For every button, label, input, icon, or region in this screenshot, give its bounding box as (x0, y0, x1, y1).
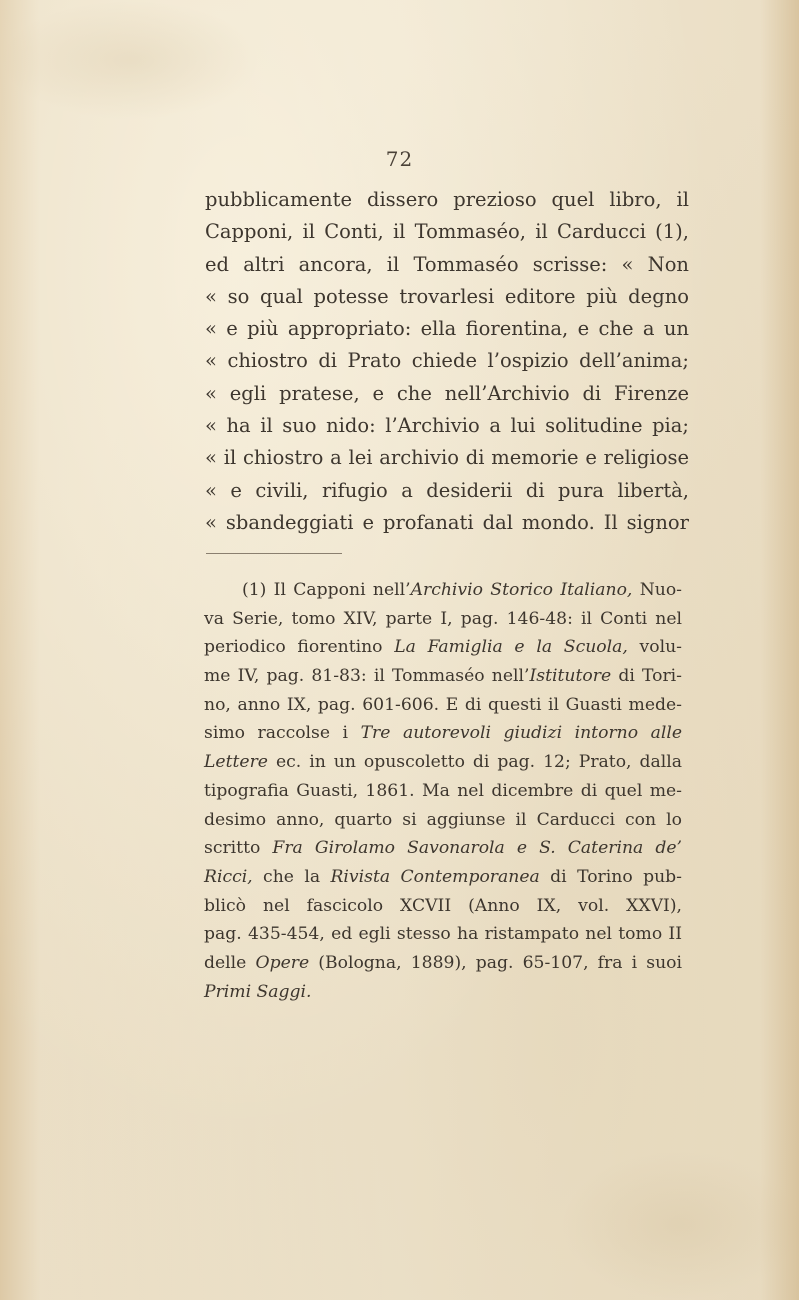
footnote-line: no, anno IX, pag. 601-606. E di questi il Guasti mede- (204, 694, 682, 715)
footnote (204, 576, 682, 1006)
text-line: « egli pratese, e che nell’Archivio di Firenze (205, 381, 689, 405)
footnote-line: va Serie, tomo XIV, parte I, pag. 146-48: il Conti nel (204, 608, 682, 629)
footnote-line: scritto Fra Girolamo Savonarola e S. Caterina de’ (204, 838, 682, 859)
footnote-separator (206, 553, 342, 554)
text-line: « sbandeggiati e profanati dal mondo. Il signor (205, 510, 689, 534)
footnote-line: me IV, pag. 81-83: il Tommaséo nell’Istitutore di Tori- (204, 666, 682, 687)
footnote-line: Lettere ec. in un opuscoletto di pag. 12; Prato, dalla (204, 752, 682, 773)
footnote-line: (1) Il Capponi nell’Archivio Storico Italiano, Nuo- (242, 580, 682, 600)
text-line: « so qual potesse trovarlesi editore più degno (205, 284, 689, 308)
footnote-line: Ricci, che la Rivista Contemporanea di Torino pub- (204, 866, 682, 887)
footnote-line: delle Opere (Bologna, 1889), pag. 65-107, fra i suoi (204, 952, 682, 973)
text-line: « e civili, rifugio a desiderii di pura libertà, (205, 478, 689, 502)
text-line: « e più appropriato: ella fiorentina, e che a un (205, 317, 689, 341)
text-line: pubblicamente dissero prezioso quel libro, il (205, 188, 689, 211)
paper-stain (560, 1150, 799, 1300)
footnote-line: Primi Saggi. (204, 981, 312, 1002)
body-text (205, 184, 689, 539)
text-line: Capponi, il Conti, il Tommaséo, il Carducci (1), (205, 220, 689, 244)
footnote-line: simo raccolse i Tre autorevoli giudizi intorno alle (204, 723, 683, 744)
footnote-line: pag. 435-454, ed egli stesso ha ristampato nel tomo II (204, 924, 682, 945)
text-line: ed altri ancora, il Tommaséo scrisse: « Non (205, 252, 689, 276)
footnote-line: desimo anno, quarto si aggiunse il Carducci con lo (204, 809, 682, 830)
paper-stain (0, 0, 260, 120)
text-line: « chiostro di Prato chiede l’ospizio dell’anima; (205, 349, 689, 373)
footnote-line: tipografia Guasti, 1861. Ma nel dicembre di quel me- (204, 780, 682, 801)
footnote-line: periodico fiorentino La Famiglia e la Scuola, volu- (204, 637, 682, 658)
footnote-line: blicò nel fascicolo XCVII (Anno IX, vol. XXVI), (204, 895, 682, 916)
page-number: 72 (385, 147, 414, 171)
text-line: « il chiostro a lei archivio di memorie e religiose (205, 446, 689, 470)
text-line: « ha il suo nido: l’Archivio a lui solitudine pia; (205, 414, 689, 438)
